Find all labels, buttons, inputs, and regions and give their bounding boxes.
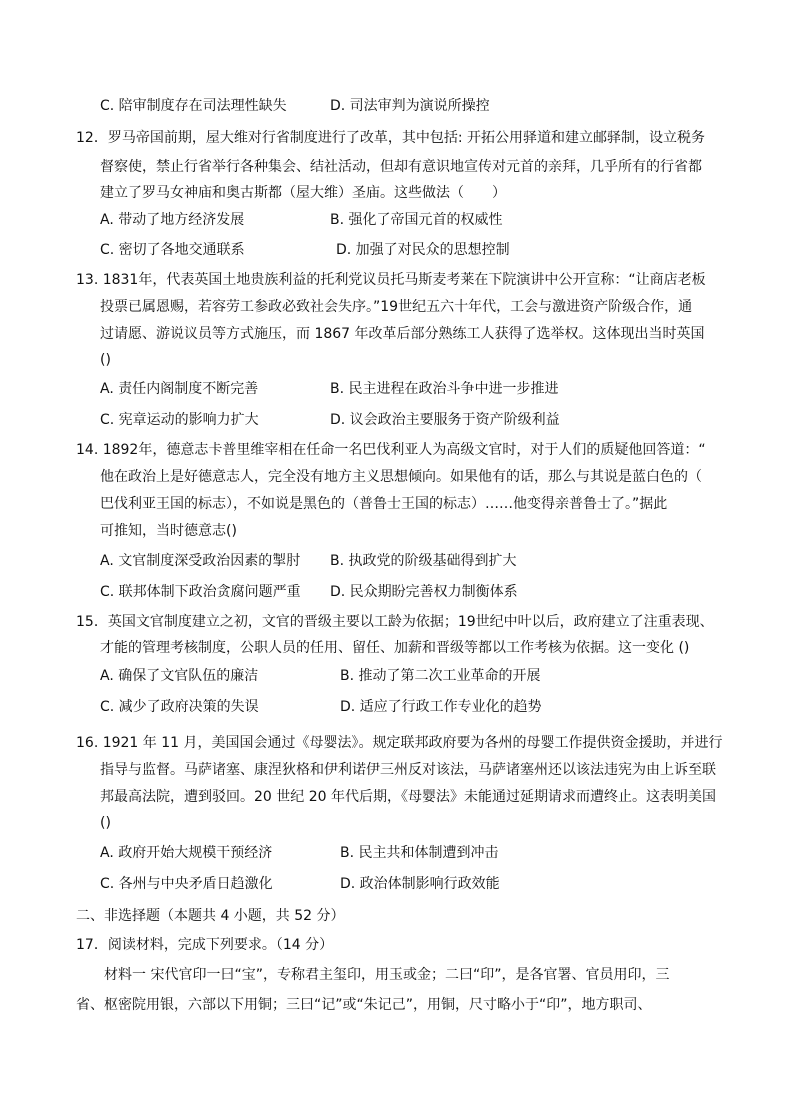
q13-option-a: A. 责任内阁制度不断完善 xyxy=(100,381,259,397)
q16-option-c: C. 各州与中央矛盾日趋激化 xyxy=(100,876,273,892)
q15-option-a: A. 确保了文官队伍的廉洁 xyxy=(100,668,259,684)
q16-stem-line: 指导与监督。马萨诸塞、康涅狄格和伊利诺伊三州反对该法，马萨诸塞州还以该法违宪为由上诉至联 xyxy=(100,762,716,778)
q13-stem-line: 13. 1831年，代表英国土地贵族利益的托利党议员托马斯麦考莱在下院演讲中公开宣称：“让商店老板 xyxy=(76,272,706,288)
q12-option-c: C. 密切了各地交通联系 xyxy=(100,242,245,258)
q16-option-d: D. 政治体制影响行政效能 xyxy=(340,876,500,892)
q16-option-a: A. 政府开始大规模干预经济 xyxy=(100,845,273,861)
q15-option-b: B. 推动了第二次工业革命的开展 xyxy=(340,668,541,684)
section-heading: 二、非选择题（本题共 4 小题，共 52 分） xyxy=(76,908,345,924)
q14-option-c: C. 联邦体制下政治贪腐问题严重 xyxy=(100,584,301,600)
q16-option-b: B. 民主共和体制遭到冲击 xyxy=(340,845,499,861)
q14-option-b: B. 执政党的阶级基础得到扩大 xyxy=(330,553,517,569)
q15-option-d: D. 适应了行政工作专业化的趋势 xyxy=(340,699,542,715)
q12-option-d: D. 加强了对民众的思想控制 xyxy=(336,242,510,258)
q12-stem-line: 12．罗马帝国前期，屋大维对行省制度进行了改革，其中包括: 开拓公用驿道和建立邮驿制，设立税务 xyxy=(76,130,705,146)
q15-stem-line: 才能的管理考核制度，公职人员的任用、留任、加薪和晋级等都以工作考核为依据。这一变化 () xyxy=(100,640,690,656)
q12-option-b: B. 强化了帝国元首的权威性 xyxy=(330,212,503,228)
q16-stem-line: 邦最高法院，遭到驳回。20 世纪 20 年代后期，《母婴法》未能通过延期请求而遭终止。这表明美国 xyxy=(100,789,716,805)
q13-stem-line: 投票已属恩赐，若容劳工参政必致社会失序。”19世纪五六十年代，工会与激进资产阶级合作，通 xyxy=(100,299,693,315)
q14-option-d: D. 民众期盼完善权力制衡体系 xyxy=(330,584,518,600)
q16-stem-line: () xyxy=(100,815,111,831)
q15-stem-line: 15．英国文官制度建立之初，文官的晋级主要以工龄为依据；19世纪中叶以后，政府建立了注重表现、 xyxy=(76,614,714,630)
q17-material-line: 材料一 宋代官印一曰“宝”，专称君主玺印，用玉或金；二曰“印”，是各官署、官员用印，三 xyxy=(104,967,670,983)
q17-material-line: 省、枢密院用银，六部以下用铜；三曰“记”或“朱记己”，用铜，尺寸略小于“印”，地方职司、 xyxy=(76,997,652,1013)
q12-stem-line: 督察使，禁止行省举行各种集会、结社活动，但却有意识地宣传对元首的亲拜，几乎所有的行省都 xyxy=(100,159,702,175)
q13-stem-line: 过请愿、游说议员等方式施压，而 1867 年改革后部分熟练工人获得了选举权。这体现出当时英国 xyxy=(100,326,705,342)
q13-option-d: D. 议会政治主要服务于资产阶级利益 xyxy=(330,412,560,428)
q11-option-c: C. 陪审制度存在司法理性缺失 xyxy=(100,98,287,114)
q15-option-c: C. 减少了政府决策的失误 xyxy=(100,699,259,715)
q12-option-a: A. 带动了地方经济发展 xyxy=(100,212,245,228)
q13-option-c: C. 宪章运动的影响力扩大 xyxy=(100,412,259,428)
q14-stem-line: 可推知，当时德意志() xyxy=(100,523,237,539)
q14-stem-line: 他在政治上是好德意志人，完全没有地方主义思想倾向。如果他有的话，那么与其说是蓝白色的（ xyxy=(100,469,702,485)
q14-option-a: A. 文官制度深受政治因素的掣肘 xyxy=(100,553,301,569)
q17-stem: 17．阅读材料，完成下列要求。（14 分） xyxy=(76,937,334,953)
q16-stem-line: 16. 1921 年 11 月，美国国会通过《母婴法》。规定联邦政府要为各州的母婴工作提供资金援助，并进行 xyxy=(76,735,723,751)
q14-stem-line: 14. 1892年，德意志卡普里维宰相在任命一名巴伐利亚人为高级文官时，对于人们的质疑他回答道：“ xyxy=(76,442,706,458)
q11-option-d: D. 司法审判为演说所操控 xyxy=(330,98,490,114)
q13-stem-line: () xyxy=(100,352,111,368)
q14-stem-line: 巴伐利亚王国的标志），不如说是黑色的（普鲁士王国的标志）……他变得亲普鲁士了。”据此 xyxy=(100,496,668,512)
q12-stem-line: 建立了罗马女神庙和奥古斯都（屋大维）圣庙。这些做法（ ） xyxy=(100,185,506,201)
q13-option-b: B. 民主进程在政治斗争中进一步推进 xyxy=(330,381,559,397)
